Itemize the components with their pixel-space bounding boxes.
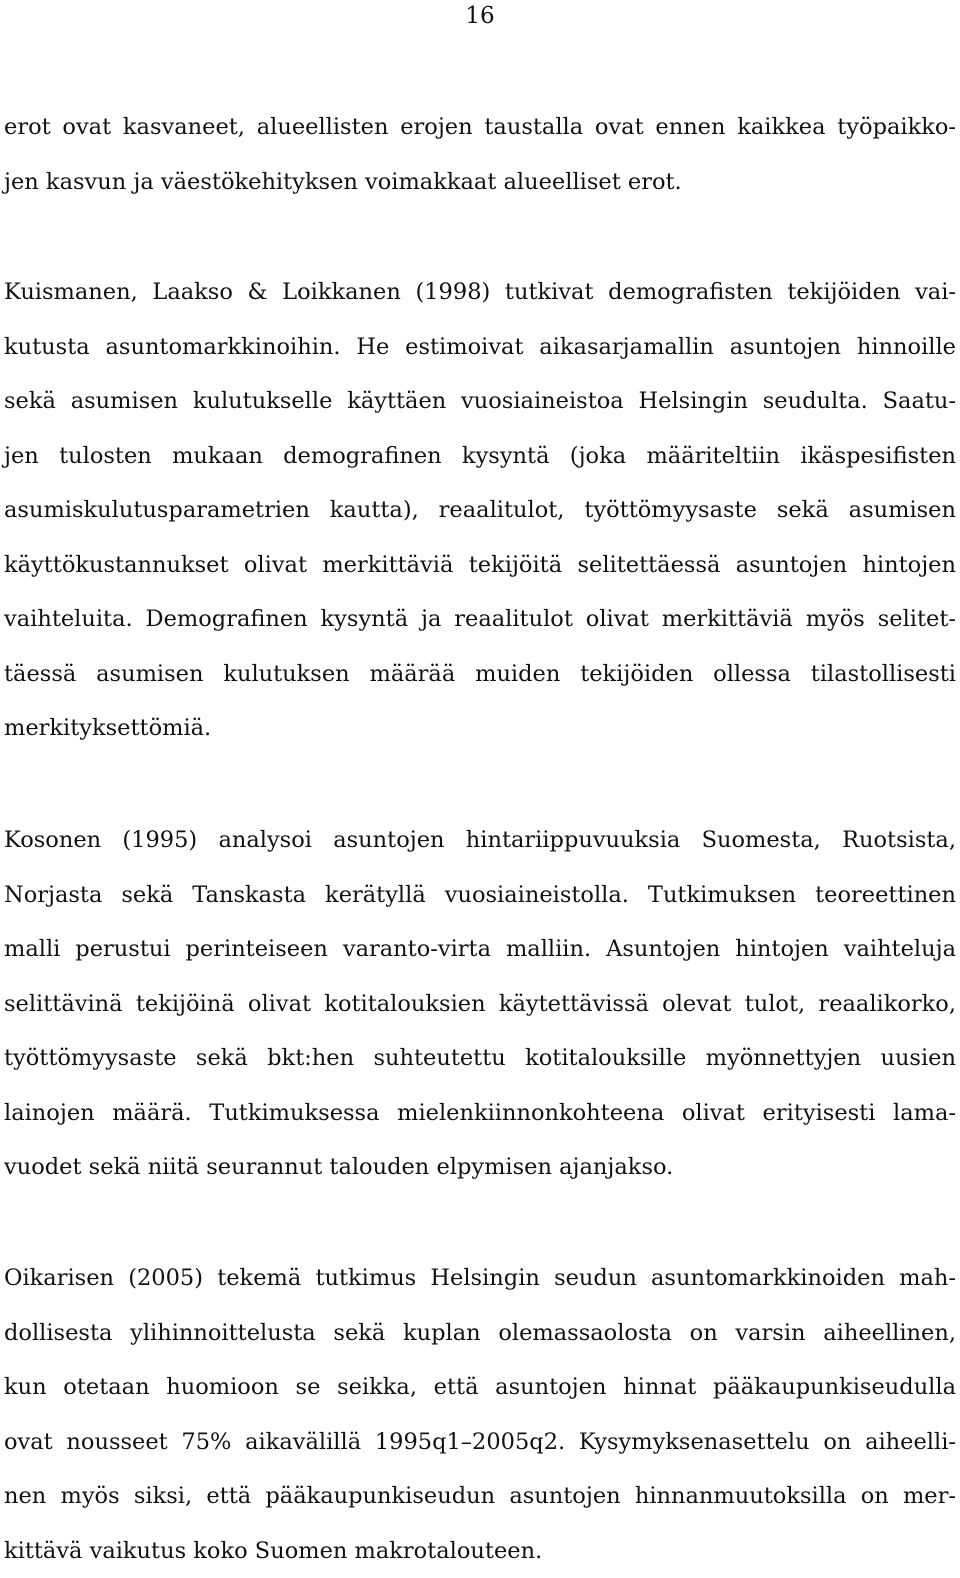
text-line: jen tulosten mukaan demografinen kysyntä (joka määriteltiin ikäspesifisten xyxy=(4,429,956,484)
text-line: malli perustui perinteiseen varanto-virta malliin. Asuntojen hintojen vaihteluja xyxy=(4,922,956,977)
text-line: merkityksettömiä. xyxy=(4,701,956,756)
text-line: kun otetaan huomioon se seikka, että asuntojen hinnat pääkaupunkiseudulla xyxy=(4,1360,956,1415)
text-line: dollisesta ylihinnoittelusta sekä kuplan olemassaolosta on varsin aiheellinen, xyxy=(4,1306,956,1361)
text-line: vuodet sekä niitä seurannut talouden elpymisen ajanjakso. xyxy=(4,1140,956,1195)
text-line: ovat nousseet 75% aikavälillä 1995q1–2005q2. Kysymyksenasettelu on aiheelli- xyxy=(4,1415,956,1470)
text-line: kittävä vaikutus koko Suomen makrotalouteen. xyxy=(4,1524,956,1578)
text-line: nen myös siksi, että pääkaupunkiseudun asuntojen hinnanmuutoksilla on mer- xyxy=(4,1469,956,1524)
text-line: käyttökustannukset olivat merkittäviä tekijöitä selitettäessä asuntojen hintojen xyxy=(4,538,956,593)
text-line: selittävinä tekijöinä olivat kotitalouksien käytettävissä olevat tulot, reaalikorko, xyxy=(4,977,956,1032)
text-line: asumiskulutusparametrien kautta), reaalitulot, työttömyysaste sekä asumisen xyxy=(4,483,956,538)
text-line: Kosonen (1995) analysoi asuntojen hintariippuvuuksia Suomesta, Ruotsista, xyxy=(4,813,956,868)
paragraph-2 xyxy=(4,265,956,756)
text-line: sekä asumisen kulutukselle käyttäen vuosiaineistoa Helsingin seudulta. Saatu- xyxy=(4,374,956,429)
text-line: Oikarisen (2005) tekemä tutkimus Helsingin seudun asuntomarkkinoiden mah- xyxy=(4,1251,956,1306)
text-line: erot ovat kasvaneet, alueellisten erojen taustalla ovat ennen kaikkea työpaikko- xyxy=(4,100,956,155)
text-line: Norjasta sekä Tanskasta kerätyllä vuosiaineistolla. Tutkimuksen teoreettinen xyxy=(4,868,956,923)
paragraph-4 xyxy=(4,1251,956,1578)
text-line: jen kasvun ja väestökehityksen voimakkaat alueelliset erot. xyxy=(4,155,956,210)
text-line: kutusta asuntomarkkinoihin. He estimoivat aikasarjamallin asuntojen hinnoille xyxy=(4,320,956,375)
paragraph-1 xyxy=(4,100,956,209)
text-line: työttömyysaste sekä bkt:hen suhteutettu kotitalouksille myönnettyjen uusien xyxy=(4,1031,956,1086)
paragraph-3 xyxy=(4,813,956,1195)
text-line: Kuismanen, Laakso & Loikkanen (1998) tutkivat demografisten tekijöiden vai- xyxy=(4,265,956,320)
text-line: täessä asumisen kulutuksen määrää muiden tekijöiden ollessa tilastollisesti xyxy=(4,647,956,702)
page-number: 16 xyxy=(0,2,960,30)
text-line: vaihteluita. Demografinen kysyntä ja reaalitulot olivat merkittäviä myös selitet- xyxy=(4,592,956,647)
text-line: lainojen määrä. Tutkimuksessa mielenkiinnonkohteena olivat erityisesti lama- xyxy=(4,1086,956,1141)
